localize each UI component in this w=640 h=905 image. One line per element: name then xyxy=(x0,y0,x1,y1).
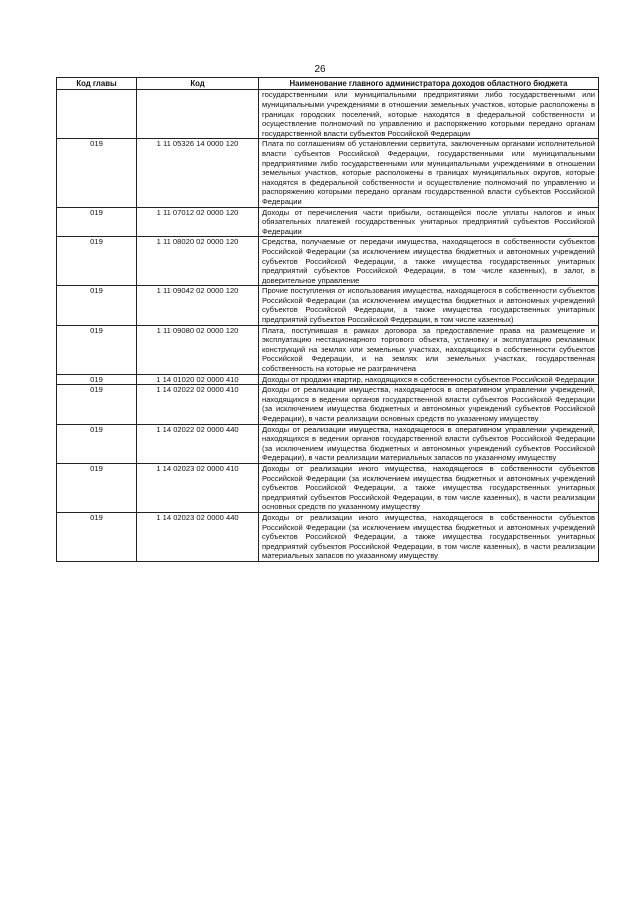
income-code-cell: 1 11 09042 02 0000 120 xyxy=(137,286,259,325)
revenue-administrators-table xyxy=(56,77,599,562)
header-code: Код xyxy=(137,78,259,90)
income-name-cell: Доходы от продажи квартир, находящихся в собственности субъектов Российской Федерации xyxy=(259,374,599,385)
income-name-cell: Плата, поступившая в рамках договора за предоставление права на размещение и эксплуатацию нестационарного торгового объекта, установку и эксплуатацию рекламных конструкций на землях или земельных участках, находящихся в собственности субъектов Российской Федерации, и на землях или земельных участках, государственная собственность на которые не разграничена xyxy=(259,325,599,374)
chapter-code-cell: 019 xyxy=(57,374,137,385)
table-row xyxy=(57,374,599,385)
table-header-row xyxy=(57,78,599,90)
table-row xyxy=(57,424,599,463)
table-row xyxy=(57,286,599,325)
table-row xyxy=(57,207,599,237)
income-code-cell: 1 11 05326 14 0000 120 xyxy=(137,139,259,207)
income-code-cell: 1 11 07012 02 0000 120 xyxy=(137,207,259,237)
chapter-code-cell: 019 xyxy=(57,463,137,512)
income-code-cell: 1 14 02023 02 0000 440 xyxy=(137,512,259,561)
income-name-cell: Доходы от реализации иного имущества, находящегося в собственности субъектов Российской Федерации (за исключением имущества бюджетных и автономных учреждений субъектов Российской Федерации, а также имущества государственных унитарных предприятий субъектов Российской Федерации, в том числе казенных), в части реализации материальных запасов по указанному имуществу xyxy=(259,512,599,561)
chapter-code-cell: 019 xyxy=(57,512,137,561)
income-name-cell: Доходы от перечисления части прибыли, остающейся после уплаты налогов и иных обязательных платежей государственных унитарных предприятий субъектов Российской Федерации xyxy=(259,207,599,237)
chapter-code-cell: 019 xyxy=(57,325,137,374)
income-code-cell: 1 14 02022 02 0000 440 xyxy=(137,424,259,463)
table-row xyxy=(57,512,599,561)
table-row xyxy=(57,463,599,512)
income-code-cell: 1 14 02023 02 0000 410 xyxy=(137,463,259,512)
chapter-code-cell: 019 xyxy=(57,237,137,286)
chapter-code-cell: 019 xyxy=(57,139,137,207)
income-code-cell xyxy=(137,90,259,139)
income-name-cell: Прочие поступления от использования имущества, находящегося в собственности субъектов Российской Федерации (за исключением имущества бюджетных и автономных учреждений субъектов Российской Федерации, а также имущества государственных унитарных предприятий субъектов Российской Федерации, в том числе казенных) xyxy=(259,286,599,325)
income-code-cell: 1 11 08020 02 0000 120 xyxy=(137,237,259,286)
page-number: 26 xyxy=(314,64,326,75)
table-row xyxy=(57,237,599,286)
table-row xyxy=(57,325,599,374)
header-chapter-code: Код главы xyxy=(57,78,137,90)
header-name: Наименование главного администратора доходов областного бюджета xyxy=(259,78,599,90)
income-name-cell: Доходы от реализации иного имущества, находящегося в собственности субъектов Российской Федерации (за исключением имущества бюджетных и автономных учреждений субъектов Российской Федерации, а также имущества государственных унитарных предприятий субъектов Российской Федерации, в том числе казенных), в части реализации основных средств по указанному имуществу xyxy=(259,463,599,512)
income-name-cell: Доходы от реализации имущества, находящегося в оперативном управлении учреждений, находящихся в ведении органов государственной власти субъектов Российской Федерации (за исключением имущества бюджетных и автономных учреждений субъектов Российской Федерации), в части реализации материальных запасов по указанному имуществу xyxy=(259,424,599,463)
chapter-code-cell xyxy=(57,90,137,139)
chapter-code-cell: 019 xyxy=(57,385,137,424)
chapter-code-cell: 019 xyxy=(57,286,137,325)
income-name-cell: государственными или муниципальными предприятиями либо государственными или муниципальными учреждениями в отношении земельных участков, которые расположены в границах городских поселений, которые находятся в федеральной собственности и осуществление полномочий по управлению и распоряжению которыми передано органам государственной власти субъектов Российской Федерации xyxy=(259,90,599,139)
chapter-code-cell: 019 xyxy=(57,207,137,237)
table-row xyxy=(57,385,599,424)
table-row xyxy=(57,139,599,207)
income-name-cell: Средства, получаемые от передачи имущества, находящегося в собственности субъектов Российской Федерации (за исключением имущества бюджетных и автономных учреждений субъектов Российской Федерации, а также имущества государственных унитарных предприятий субъектов Российской Федерации, в том числе казенных), в залог, в доверительное управление xyxy=(259,237,599,286)
income-code-cell: 1 14 02022 02 0000 410 xyxy=(137,385,259,424)
income-name-cell: Плата по соглашениям об установлении сервитута, заключенным органами исполнительной власти субъектов Российской Федерации, государственными или муниципальными предприятиями либо государственными или муниципальными учреждениями в отношении земельных участков, которые расположены в границах муниципальных округов, которые находятся в федеральной собственности и осуществление полномочий по управлению и распоряжению которыми передано органам государственной власти субъектов Российской Федерации xyxy=(259,139,599,207)
income-code-cell: 1 11 09080 02 0000 120 xyxy=(137,325,259,374)
income-code-cell: 1 14 01020 02 0000 410 xyxy=(137,374,259,385)
table-row xyxy=(57,90,599,139)
table-body xyxy=(57,90,599,562)
income-name-cell: Доходы от реализации имущества, находящегося в оперативном управлении учреждений, находящихся в ведении органов государственной власти субъектов Российской Федерации (за исключением имущества бюджетных и автономных учреждений субъектов Российской Федерации), в части реализации основных средств по указанному имуществу xyxy=(259,385,599,424)
chapter-code-cell: 019 xyxy=(57,424,137,463)
